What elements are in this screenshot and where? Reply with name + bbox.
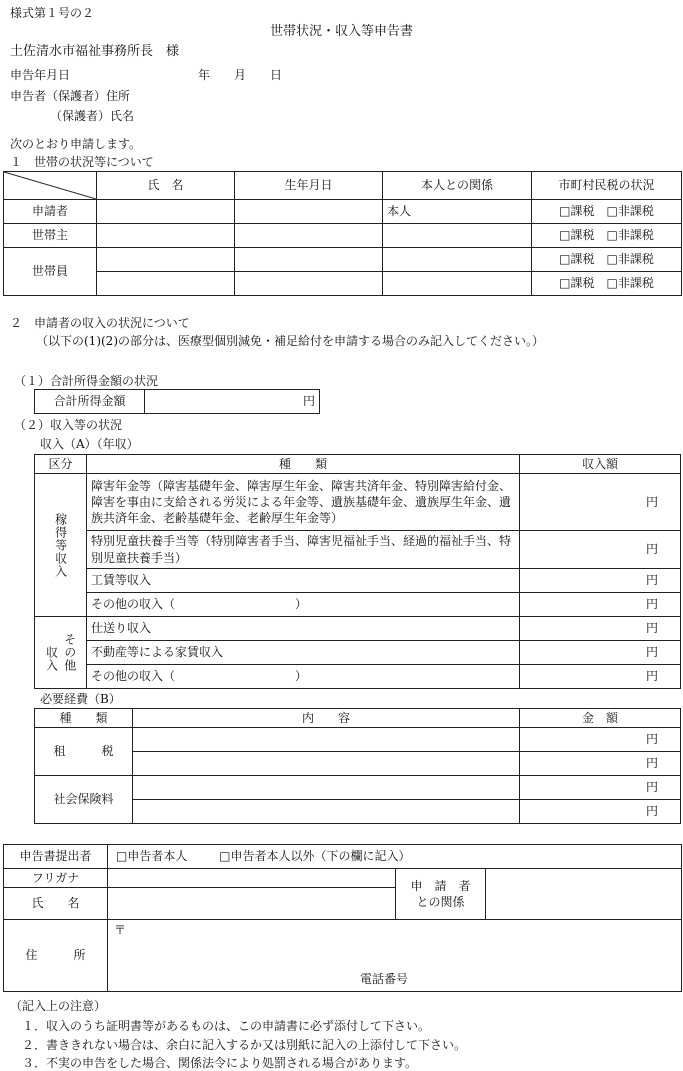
submitter-other-checkbox[interactable]: □申告者本人以外（下の欄に記入） (219, 849, 411, 864)
tax-checkboxes[interactable]: □課税 □非課税 (532, 200, 682, 224)
postal-mark: 〒 (114, 923, 127, 937)
applicant-name-label: （保護者）氏名 (50, 109, 135, 123)
total-income-table (34, 389, 320, 414)
amount-input[interactable]: 円 (520, 617, 681, 641)
other-income-label-a: その他 (62, 633, 77, 672)
relation-input[interactable] (383, 248, 532, 272)
diagonal-cell (4, 172, 97, 200)
expense-title: 必要経費（B） (40, 692, 121, 706)
expense-content-input[interactable] (133, 728, 520, 752)
row-label-householder: 世帯主 (4, 224, 97, 248)
expense-col-amount: 金 額 (520, 709, 681, 728)
tax-checkboxes[interactable]: □課税 □非課税 (532, 248, 682, 272)
income-table (34, 454, 681, 689)
relation-input[interactable] (486, 869, 682, 920)
income-title: 収入（A）（年収） (40, 437, 139, 451)
col-relation: 本人との関係 (383, 172, 532, 200)
date-label: 申告年月日 (10, 68, 71, 82)
furigana-label: フリガナ (4, 869, 108, 888)
expense-amount-input[interactable]: 円 (520, 752, 681, 776)
birthdate-input[interactable] (235, 272, 383, 296)
expense-amount-input[interactable]: 円 (520, 728, 681, 752)
expense-amount-input[interactable]: 円 (520, 800, 681, 824)
expense-table (34, 708, 681, 824)
note-item: ２．書ききれない場合は、余白に記入するか又は別紙に記入の上添付して下さい。 (22, 1038, 467, 1052)
col-tax-status: 市町村民税の状況 (532, 172, 682, 200)
expense-col-content: 内 容 (133, 709, 520, 728)
relation-cell: 本人 (383, 200, 532, 224)
expense-content-input[interactable] (133, 776, 520, 800)
earned-income-group (35, 474, 87, 617)
income-item-other: その他の収入（ ） (87, 593, 520, 617)
amount-input[interactable]: 円 (520, 641, 681, 665)
amount-input[interactable]: 円 (520, 474, 681, 531)
total-income-input[interactable]: 円 (145, 390, 320, 414)
amount-input[interactable]: 円 (520, 665, 681, 689)
income-item-wages: 工賃等収入 (87, 569, 520, 593)
income-col-category: 区分 (35, 455, 87, 474)
section2-heading: ２ 申請者の収入の状況について (10, 316, 190, 330)
date-field[interactable]: 年 月 日 (198, 68, 283, 82)
applicant-address-label: 申告者（保護者）住所 (10, 89, 131, 103)
name-input[interactable] (97, 248, 235, 272)
section1-heading: １ 世帯の状況等について (10, 155, 154, 169)
income-item-allowance: 特別児童扶養手当等（特別障害者手当、障害児福祉手当、経過的福祉手当、特別児童扶養手当） (87, 531, 520, 569)
name-input[interactable] (97, 224, 235, 248)
submitter-label: 申告書提出者 (4, 845, 108, 869)
relation-input[interactable] (383, 224, 532, 248)
income-item-pension: 障害年金等（障害基礎年金、障害厚生年金、障害共済年金、特別障害給付金、障害を事由に支給される労災による年金等、遺族基礎年金、遺族厚生年金、遺族共済年金、老齢基礎年金、老齢厚生年金等） (87, 474, 520, 531)
income-item-rent: 不動産等による家賃収入 (87, 641, 520, 665)
relation-input[interactable] (383, 272, 532, 296)
birthdate-input[interactable] (235, 248, 383, 272)
expense-content-input[interactable] (133, 752, 520, 776)
expense-label-insurance: 社会保険料 (35, 776, 133, 824)
sub1-heading: （１）合計所得金額の状況 (14, 374, 159, 388)
expense-content-input[interactable] (133, 800, 520, 824)
expense-amount-input[interactable]: 円 (520, 776, 681, 800)
other-income-group (35, 617, 87, 689)
addressee: 土佐清水市福祉事務所長 様 (10, 44, 180, 59)
income-col-amount: 収入額 (520, 455, 681, 474)
income-item-remittance: 仕送り収入 (87, 617, 520, 641)
total-income-label: 合計所得金額 (35, 390, 145, 414)
sub2-heading: （２）収入等の状況 (14, 418, 123, 432)
household-table (3, 171, 682, 296)
col-birthdate: 生年月日 (235, 172, 383, 200)
name-input[interactable] (97, 200, 235, 224)
notes-heading: （記入上の注意） (10, 999, 107, 1013)
amount-input[interactable]: 円 (520, 569, 681, 593)
tax-checkboxes[interactable]: □課税 □非課税 (532, 272, 682, 296)
earned-income-label: 稼得等収入 (53, 512, 68, 578)
submitter-table (3, 844, 682, 992)
note-item: １．収入のうち証明書等があるものは、この申請書に必ず添付して下さい。 (22, 1019, 431, 1033)
furigana-input[interactable] (108, 869, 396, 888)
page-title: 世帯状況・収入等申告書 (269, 24, 413, 39)
intro-text: 次のとおり申請します。 (10, 137, 142, 151)
name-label: 氏 名 (4, 888, 108, 920)
income-item-other2: その他の収入（ ） (87, 665, 520, 689)
address-input[interactable] (108, 920, 682, 992)
name-input[interactable] (97, 272, 235, 296)
submitter-self-checkbox[interactable]: □申告者本人 (116, 849, 188, 864)
relation-label: 申 請 者 との関係 (396, 869, 486, 920)
expense-col-type: 種 類 (35, 709, 133, 728)
submitter-name-input[interactable] (108, 888, 396, 920)
phone-label: 電話番号 (360, 971, 409, 986)
section2-note: （以下の(1)(2)の部分は、医療型個別減免・補足給付を申請する場合のみ記入してください。） (36, 334, 544, 348)
submitter-options (108, 845, 682, 869)
row-label-applicant: 申請者 (4, 200, 97, 224)
other-income-label-b: 収入 (44, 645, 59, 672)
row-label-member: 世帯員 (4, 248, 97, 296)
income-col-type: 種 類 (87, 455, 520, 474)
birthdate-input[interactable] (235, 200, 383, 224)
amount-input[interactable]: 円 (520, 531, 681, 569)
expense-label-tax: 租 税 (35, 728, 133, 776)
amount-input[interactable]: 円 (520, 593, 681, 617)
note-item: ３．不実の申告をした場合、関係法令により処罰される場合があります。 (22, 1056, 418, 1070)
form-number: 様式第１号の２ (10, 6, 95, 20)
birthdate-input[interactable] (235, 224, 383, 248)
address-label: 住 所 (4, 920, 108, 992)
col-name: 氏 名 (97, 172, 235, 200)
tax-checkboxes[interactable]: □課税 □非課税 (532, 224, 682, 248)
